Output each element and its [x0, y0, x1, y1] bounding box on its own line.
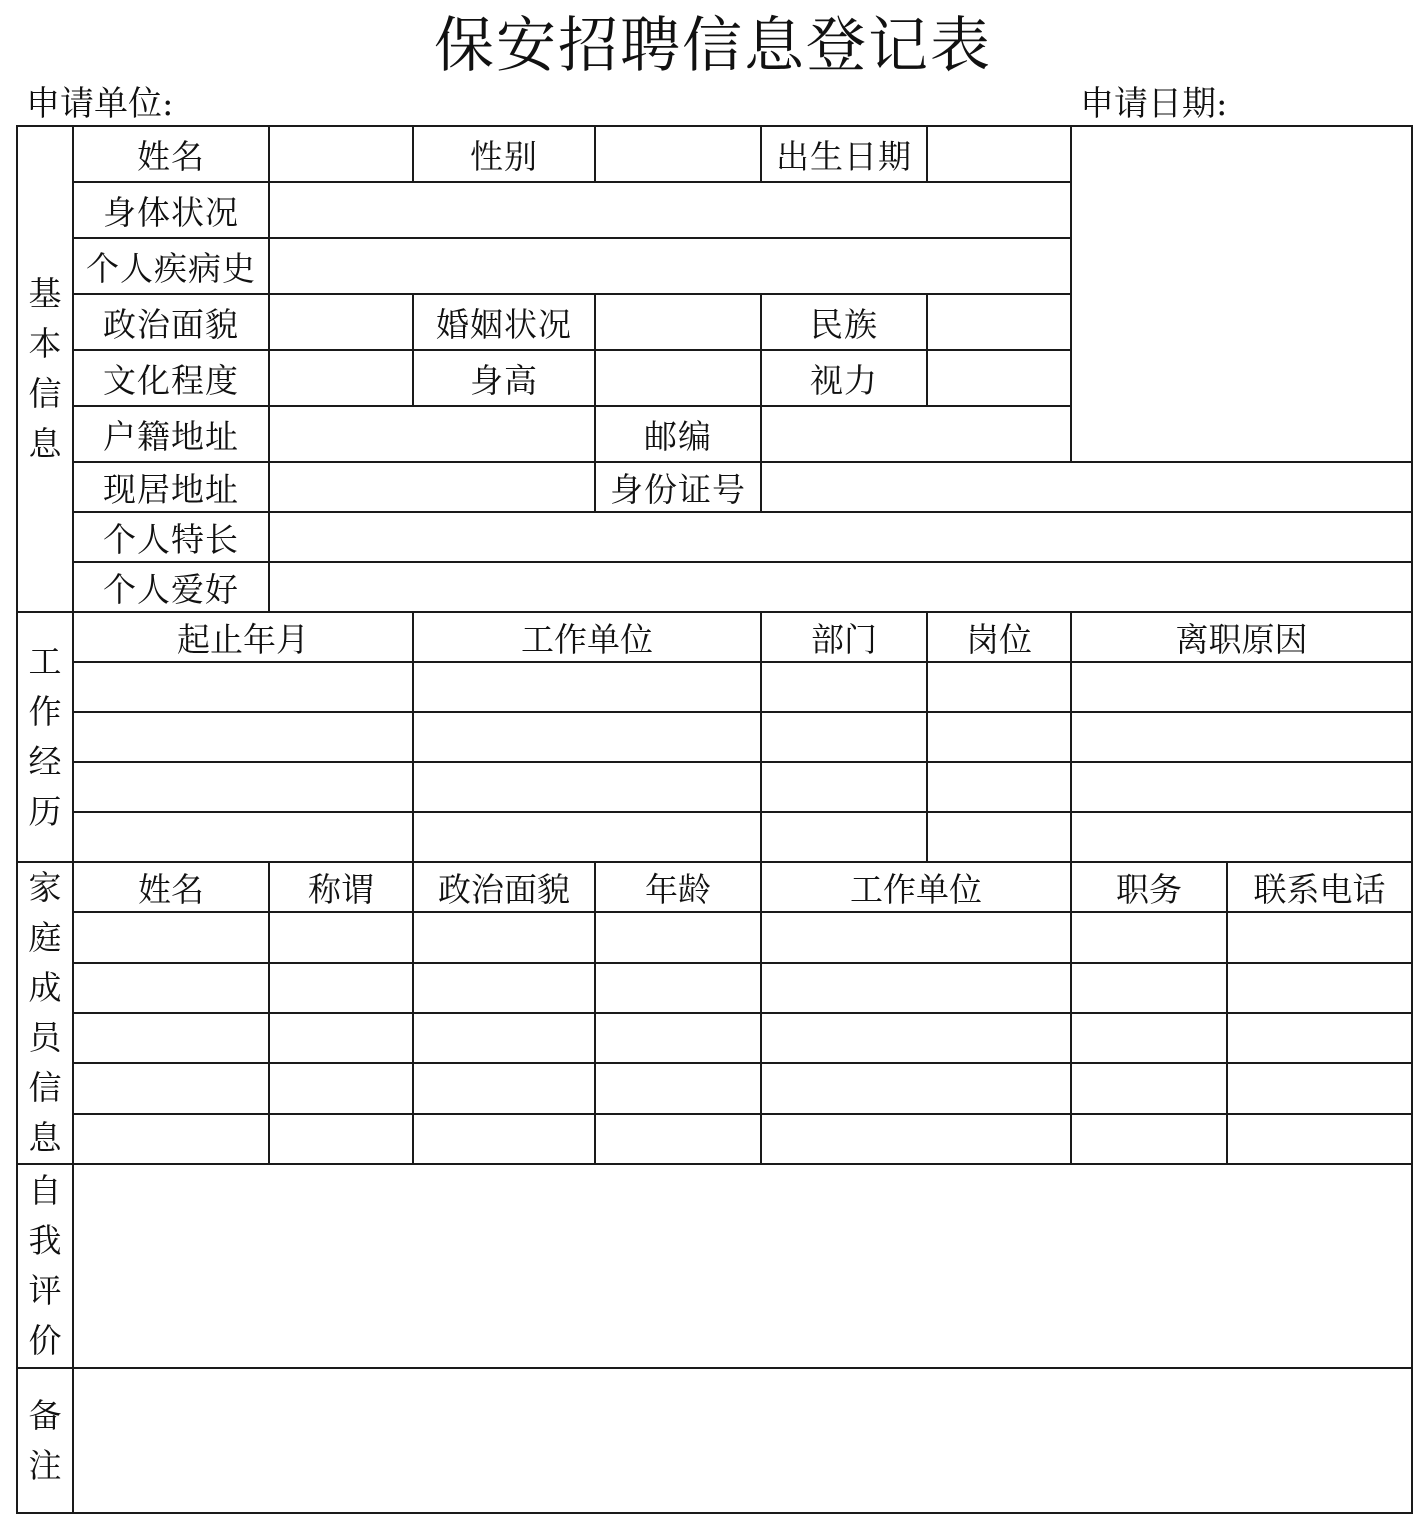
work-cell[interactable] — [927, 762, 1071, 812]
section-work-experience: 工 作 经 历 — [17, 612, 73, 862]
work-row — [17, 762, 1412, 812]
section-family-members: 家 庭 成 员 信 息 — [17, 862, 73, 1164]
work-cell[interactable] — [73, 812, 413, 862]
work-cell[interactable] — [1071, 762, 1412, 812]
family-cell[interactable] — [1227, 912, 1412, 962]
work-col-period: 起止年月 — [73, 612, 413, 662]
page-title: 保安招聘信息登记表 — [434, 11, 992, 81]
section-self-evaluation: 自 我 评 价 — [17, 1164, 73, 1368]
applicant-unit-label: 申请单位: — [26, 84, 174, 124]
family-cell[interactable] — [1227, 963, 1412, 1013]
family-cell[interactable] — [73, 1063, 269, 1113]
family-cell[interactable] — [413, 963, 595, 1013]
label-height: 身高 — [413, 350, 595, 406]
family-cell[interactable] — [413, 1063, 595, 1113]
label-health: 身体状况 — [73, 182, 269, 238]
family-cell[interactable] — [595, 1013, 761, 1063]
field-gender[interactable] — [595, 126, 761, 182]
field-self-evaluation[interactable] — [73, 1164, 1412, 1368]
label-registered-address: 户籍地址 — [73, 406, 269, 462]
work-row — [17, 812, 1412, 862]
work-cell[interactable] — [413, 712, 761, 762]
family-cell[interactable] — [269, 912, 413, 962]
family-row — [17, 963, 1412, 1013]
field-remarks[interactable] — [73, 1368, 1412, 1513]
label-medical-history: 个人疾病史 — [73, 238, 269, 294]
field-specialty[interactable] — [269, 512, 1412, 562]
family-cell[interactable] — [761, 1114, 1071, 1164]
family-row — [17, 1013, 1412, 1063]
family-cell[interactable] — [269, 1114, 413, 1164]
label-gender: 性别 — [413, 126, 595, 182]
photo-box[interactable] — [1071, 126, 1412, 462]
field-height[interactable] — [595, 350, 761, 406]
label-name: 姓名 — [73, 126, 269, 182]
family-cell[interactable] — [1071, 1114, 1227, 1164]
label-postcode: 邮编 — [595, 406, 761, 462]
family-cell[interactable] — [761, 1063, 1071, 1113]
work-cell[interactable] — [927, 712, 1071, 762]
field-name[interactable] — [269, 126, 413, 182]
family-cell[interactable] — [1071, 912, 1227, 962]
work-cell[interactable] — [413, 812, 761, 862]
family-cell[interactable] — [73, 1013, 269, 1063]
work-cell[interactable] — [73, 712, 413, 762]
field-eyesight[interactable] — [927, 350, 1071, 406]
family-cell[interactable] — [1071, 1013, 1227, 1063]
family-cell[interactable] — [1227, 1013, 1412, 1063]
family-row — [17, 912, 1412, 962]
work-cell[interactable] — [73, 762, 413, 812]
field-postcode[interactable] — [761, 406, 1071, 462]
field-ethnicity[interactable] — [927, 294, 1071, 350]
field-birth-date[interactable] — [927, 126, 1071, 182]
family-cell[interactable] — [413, 1013, 595, 1063]
family-cell[interactable] — [269, 1013, 413, 1063]
family-cell[interactable] — [595, 912, 761, 962]
work-cell[interactable] — [413, 762, 761, 812]
field-id-number[interactable] — [761, 462, 1412, 512]
work-cell[interactable] — [761, 762, 927, 812]
family-cell[interactable] — [761, 1013, 1071, 1063]
work-col-employer: 工作单位 — [413, 612, 761, 662]
family-cell[interactable] — [761, 912, 1071, 962]
family-cell[interactable] — [595, 1063, 761, 1113]
family-cell[interactable] — [269, 963, 413, 1013]
label-id-number: 身份证号 — [595, 462, 761, 512]
label-specialty: 个人特长 — [73, 512, 269, 562]
field-registered-address[interactable] — [269, 406, 595, 462]
work-col-leave-reason: 离职原因 — [1071, 612, 1412, 662]
work-cell[interactable] — [1071, 812, 1412, 862]
family-cell[interactable] — [73, 1114, 269, 1164]
family-col-political-status: 政治面貌 — [413, 862, 595, 912]
family-cell[interactable] — [413, 912, 595, 962]
family-col-title: 职务 — [1071, 862, 1227, 912]
family-row — [17, 1114, 1412, 1164]
label-eyesight: 视力 — [761, 350, 927, 406]
field-political-status[interactable] — [269, 294, 413, 350]
family-col-phone: 联系电话 — [1227, 862, 1412, 912]
work-cell[interactable] — [927, 812, 1071, 862]
work-cell[interactable] — [761, 712, 927, 762]
label-birth-date: 出生日期 — [761, 126, 927, 182]
field-current-address[interactable] — [269, 462, 595, 512]
field-medical-history[interactable] — [269, 238, 1071, 294]
work-cell[interactable] — [927, 662, 1071, 712]
field-health[interactable] — [269, 182, 1071, 238]
label-ethnicity: 民族 — [761, 294, 927, 350]
field-hobby[interactable] — [269, 562, 1412, 612]
field-marital-status[interactable] — [595, 294, 761, 350]
work-col-department: 部门 — [761, 612, 927, 662]
work-col-position: 岗位 — [927, 612, 1071, 662]
work-cell[interactable] — [761, 662, 927, 712]
label-political-status: 政治面貌 — [73, 294, 269, 350]
family-col-age: 年龄 — [595, 862, 761, 912]
family-cell[interactable] — [413, 1114, 595, 1164]
section-basic-info: 基 本 信 息 — [17, 126, 73, 612]
registration-form — [16, 125, 1413, 1514]
work-cell[interactable] — [761, 812, 927, 862]
family-cell[interactable] — [595, 1114, 761, 1164]
family-cell[interactable] — [1227, 1114, 1412, 1164]
family-cell[interactable] — [1071, 963, 1227, 1013]
family-cell[interactable] — [73, 912, 269, 962]
work-cell[interactable] — [1071, 662, 1412, 712]
section-remarks: 备 注 — [17, 1368, 73, 1513]
family-cell[interactable] — [1071, 1063, 1227, 1113]
field-education[interactable] — [269, 350, 413, 406]
family-cell[interactable] — [595, 963, 761, 1013]
work-cell[interactable] — [73, 662, 413, 712]
family-cell[interactable] — [269, 1063, 413, 1113]
family-col-employer: 工作单位 — [761, 862, 1071, 912]
work-cell[interactable] — [1071, 712, 1412, 762]
label-education: 文化程度 — [73, 350, 269, 406]
work-row — [17, 662, 1412, 712]
family-cell[interactable] — [1227, 1063, 1412, 1113]
family-cell[interactable] — [73, 963, 269, 1013]
family-col-relation: 称谓 — [269, 862, 413, 912]
work-row — [17, 712, 1412, 762]
application-date-label: 申请日期: — [1080, 84, 1228, 124]
family-cell[interactable] — [761, 963, 1071, 1013]
label-marital-status: 婚姻状况 — [413, 294, 595, 350]
label-current-address: 现居地址 — [73, 462, 269, 512]
family-row — [17, 1063, 1412, 1113]
label-hobby: 个人爱好 — [73, 562, 269, 612]
work-cell[interactable] — [413, 662, 761, 712]
family-col-name: 姓名 — [73, 862, 269, 912]
